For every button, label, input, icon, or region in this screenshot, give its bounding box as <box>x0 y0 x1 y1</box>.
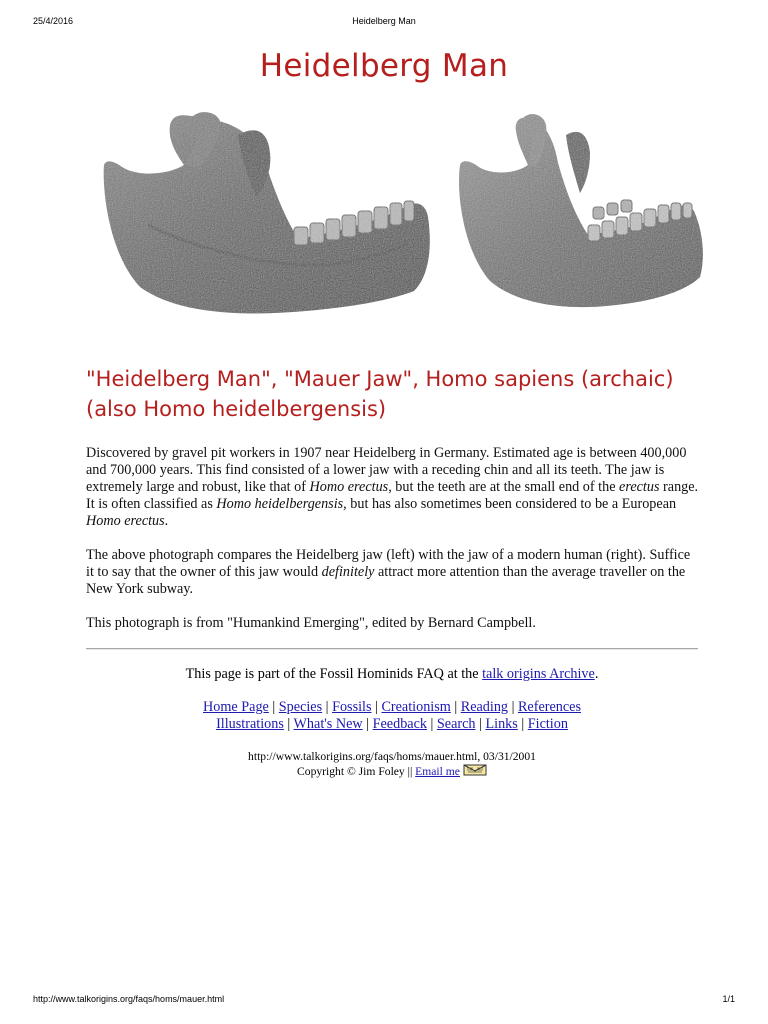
text: attract more attention than the average traveller on the New York subway. <box>86 564 686 597</box>
nav-references[interactable]: References <box>517 699 581 715</box>
text: , but the teeth are at the small end of the <box>388 479 620 495</box>
nav-illustrations[interactable]: Illustrations <box>216 716 284 732</box>
nav-links[interactable]: Links <box>485 716 518 732</box>
nav-fossils[interactable]: Fossils <box>332 699 372 715</box>
heidelberg-jaw <box>104 112 430 313</box>
print-url: http://www.talkorigins.org/faqs/homs/mauer.html <box>33 994 225 1004</box>
nav-reading[interactable]: Reading <box>460 699 509 715</box>
comparison-paragraph <box>86 547 700 598</box>
nav-home-page[interactable]: Home Page <box>203 699 269 715</box>
nav-separator: | <box>521 716 525 732</box>
talk-origins-archive-link[interactable]: talk origins Archive <box>482 666 595 682</box>
site-navigation <box>0 699 768 733</box>
copyright-line <box>0 764 768 779</box>
print-title: Heidelberg Man <box>352 16 416 26</box>
nav-row-1 <box>0 699 768 716</box>
text: range. It is often classified as <box>86 479 699 512</box>
nav-row-2 <box>0 716 768 733</box>
envelope-icon[interactable] <box>463 764 487 776</box>
nav-separator: | <box>511 699 515 715</box>
nav-species[interactable]: Species <box>278 699 323 715</box>
nav-separator: | <box>479 716 482 732</box>
nav-fiction[interactable]: Fiction <box>527 716 568 732</box>
nav-separator: | <box>366 716 370 732</box>
species-name: erectus <box>619 479 660 495</box>
horizontal-rule <box>86 648 698 650</box>
nav-separator: | <box>272 699 276 715</box>
print-date: 25/4/2016 <box>33 16 74 26</box>
text: , but has also sometimes been considered to be a European <box>343 496 677 512</box>
nav-whats-new[interactable]: What's New <box>293 716 363 732</box>
section-heading: "Heidelberg Man", "Mauer Jaw", Homo sapiens (archaic) (also Homo heidelbergensis) <box>86 367 674 421</box>
nav-separator: | <box>430 716 434 732</box>
species-name: Homo heidelbergensis <box>216 496 344 512</box>
description-paragraph <box>86 445 700 530</box>
nav-feedback[interactable]: Feedback <box>372 716 427 732</box>
text: The above photograph compares the Heidelberg jaw (left) with the jaw of a modern human (right). Suffice it to say that the owner of this jaw would <box>86 547 691 580</box>
emphasis: definitely <box>321 564 375 580</box>
email-link[interactable]: Email me <box>415 765 460 778</box>
text: . <box>594 666 599 682</box>
modern-human-jaw <box>459 114 703 307</box>
print-page-count: 1/1 <box>722 994 735 1004</box>
photo-credit: This photograph is from "Humankind Emerging", edited by Bernard Campbell. <box>86 615 536 631</box>
nav-separator: | <box>325 699 329 715</box>
print-header <box>0 16 768 30</box>
jawbone-photo <box>88 105 708 320</box>
nav-creationism[interactable]: Creationism <box>381 699 451 715</box>
text: Discovered by gravel pit workers in 1907 near Heidelberg in Germany. Estimated age is between 400,000 and 700,000 years. This find consisted of a lower jaw with a receding chin and all its teeth. The jaw is extremely large and robust, like that of <box>86 445 687 495</box>
species-name: Homo erectus <box>309 479 389 495</box>
nav-search[interactable]: Search <box>436 716 476 732</box>
print-footer <box>0 994 768 1008</box>
copyright-text: Copyright © Jim Foley || <box>297 765 416 778</box>
text: This page is part of the Fossil Hominids FAQ at the <box>185 666 483 682</box>
text: . <box>164 513 169 529</box>
nav-separator: | <box>287 716 291 732</box>
faq-notice <box>0 666 768 683</box>
page-title: Heidelberg Man <box>259 48 509 84</box>
page-url-date: http://www.talkorigins.org/faqs/homs/mauer.html, 03/31/2001 <box>248 750 536 763</box>
nav-separator: | <box>375 699 378 715</box>
nav-separator: | <box>454 699 458 715</box>
species-name: Homo erectus <box>86 513 165 529</box>
page-meta <box>0 749 768 779</box>
